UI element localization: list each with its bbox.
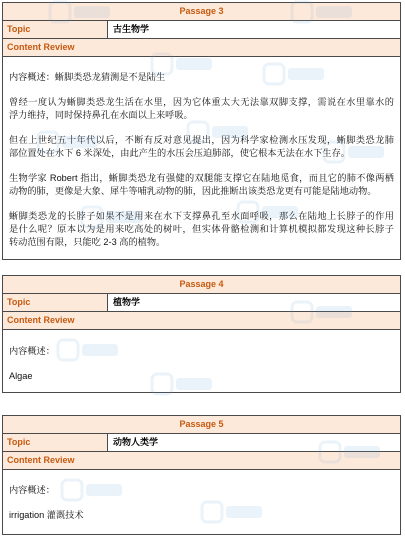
content-review-label: Content Review	[3, 312, 400, 330]
content-body	[3, 330, 400, 392]
topic-row	[3, 21, 400, 39]
passage-title: Passage 3	[3, 3, 400, 21]
paragraph	[9, 345, 394, 358]
text-line: 曾经一度认为蜥脚类恐龙生活在水里，因为它体重太大无法靠双脚支撑，需说在水里靠水的	[9, 97, 394, 107]
paragraph	[9, 484, 394, 497]
passage-title: Passage 4	[3, 276, 400, 294]
paragraph	[9, 172, 394, 198]
text-line: 部位置处在水下 6 米深处，由此产生的水压会压迫肺部，使它根本无法在水下生存。	[9, 148, 350, 158]
text-line: 浮力维持，同时保持鼻孔在水面以上来呼吸。	[9, 110, 193, 120]
content-review-label: Content Review	[3, 39, 400, 57]
text-line: 动物的肺，更像是大象、犀牛等哺乳动物的肺，因此推断出该类恐龙更有可能是陆地动物。	[9, 186, 377, 196]
content-body	[3, 57, 400, 259]
text-line: 内容概述：蜥脚类恐龙猜测是不是陆生	[9, 72, 166, 82]
passage-table	[2, 2, 401, 260]
topic-label: Topic	[3, 294, 108, 311]
topic-value: 动物人类学	[113, 437, 159, 447]
passage-title: Passage 5	[3, 416, 400, 434]
text-line: 内容概述：	[9, 346, 55, 356]
paragraph	[9, 210, 394, 249]
paragraph	[9, 71, 394, 84]
text-line: 转动范围有限，只能吃 2-3 高的植物。	[9, 237, 166, 247]
text-line: 蜥脚类恐龙的长脖子如果不是用来在水下支撑鼻孔至水面呼吸，那么在陆地上长脖子的作用	[9, 211, 394, 221]
topic-value: 植物学	[113, 297, 141, 307]
text-line: 生物学家 Robert 指出，蜥脚类恐龙有强健的双腿能支撑它在陆地觅食，而且它的肺不像两栖	[9, 173, 394, 183]
content-review-label: Content Review	[3, 452, 400, 470]
passage-table	[2, 275, 401, 393]
topic-row	[3, 434, 400, 452]
passage-table	[2, 415, 401, 535]
text-line: 内容概述：	[9, 485, 55, 495]
topic-value: 古生物学	[113, 24, 150, 34]
topic-label: Topic	[3, 434, 108, 451]
text-line: irrigation 灌溉技术	[9, 510, 84, 520]
content-body	[3, 470, 400, 534]
paragraph	[9, 96, 394, 122]
paragraph	[9, 370, 394, 383]
paragraph	[9, 134, 394, 160]
paragraph	[9, 509, 394, 522]
text-line: Algae	[9, 371, 33, 381]
topic-label: Topic	[3, 21, 108, 38]
text-line: 但在上世纪五十年代以后，不断有反对意见提出，因为科学家检测水压发现，蜥脚类恐龙肺	[9, 135, 394, 145]
topic-row	[3, 294, 400, 312]
text-line: 是什么呢？原本以为是用来吃高处的树叶，但实体骨骼检测和计算机模拟都发现这种长脖子	[9, 224, 394, 234]
